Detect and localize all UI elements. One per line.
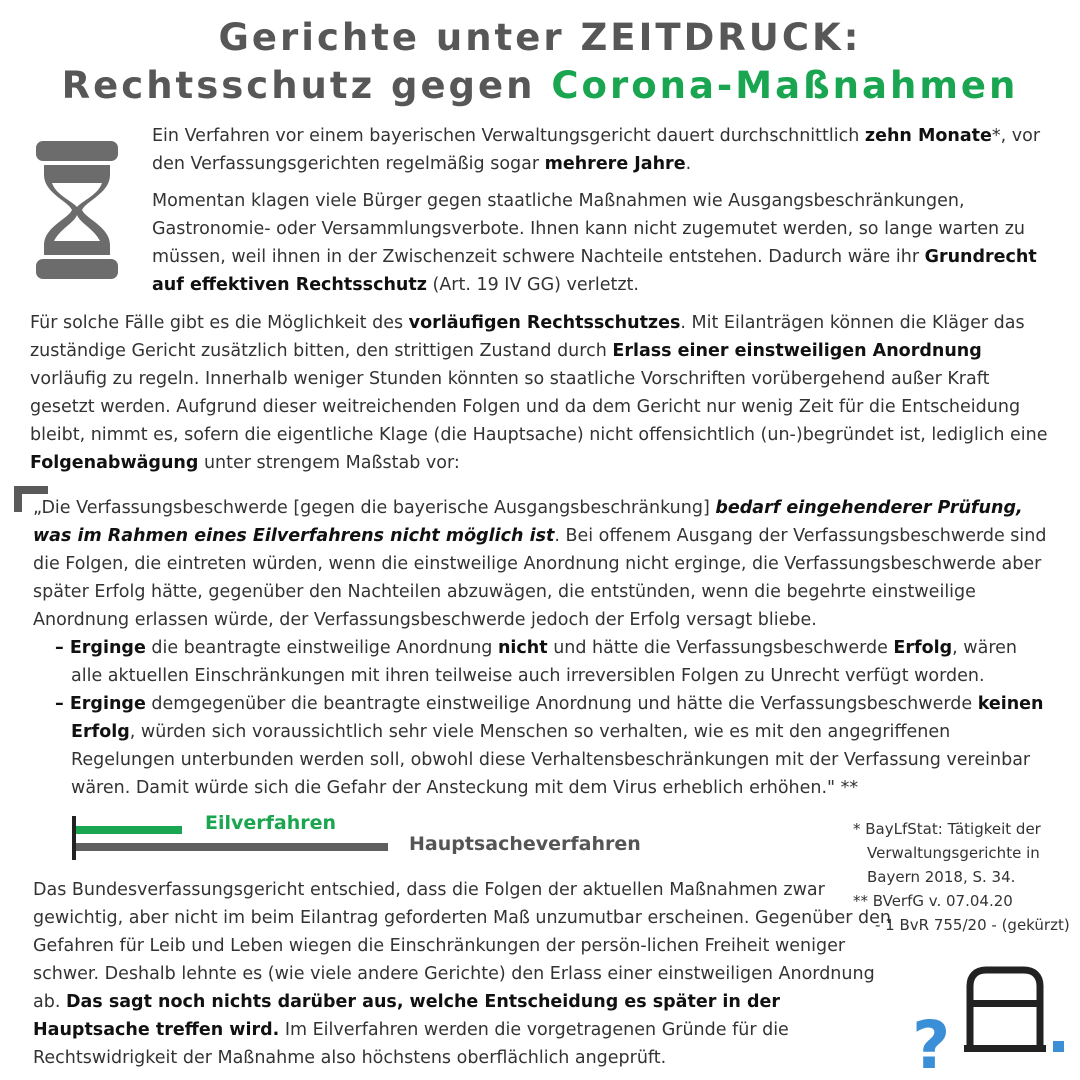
bullet-1-emph-nicht: nicht: [497, 638, 548, 658]
footnote-1-line-1: * BayLfStat: Tätigkeit der: [853, 820, 1041, 838]
bullet-2-dash: –: [55, 694, 70, 714]
footnote-2-line-2: - 1 BvR 755/20 - (gekürzt): [875, 916, 1070, 934]
main-text-e: vorläufig zu regeln. Innerhalb weniger Stunden könnten so staatliche Vorschriften vorübergehend außer Kraft gesetzt werden. Aufgrund dieser weitreichenden Folgen und da dem Gericht nur wenig Zeit für die Entscheidung bleibt, nimmt es, sofern die eigentliche Klage (die Hauptsache) nicht offensichtlich (un-)begründet ist, lediglich eine: [30, 369, 1048, 445]
intro-paragraph-1: [152, 122, 1057, 178]
intro-p1-text-e: .: [685, 154, 692, 174]
bullet-1-text-b: die beantragte einstweilige Anordnung: [145, 638, 498, 658]
quote-text-a: „Die Verfassungsbeschwerde [gegen die bayerische Ausgangsbeschränkung]: [33, 498, 716, 518]
footnote-1-line-3: Bayern 2018, S. 34.: [867, 868, 1016, 886]
main-text-a: Für solche Fälle gibt es die Möglichkeit des: [30, 313, 409, 333]
intro-paragraph-2: [152, 187, 1057, 299]
footnote-2-line-1: ** BVerfG v. 07.04.20: [853, 892, 1013, 910]
bullet-2-emph-keinen-erfolg: keinen Erfolg: [71, 694, 1044, 742]
bullet-1-dash: –: [55, 638, 70, 658]
eil-label: Eilverfahren: [205, 812, 337, 834]
quote-paragraph: [33, 494, 1053, 634]
title-highlight: Corona-Maßnahmen: [551, 64, 1019, 107]
conclusion-text-a: Das Bundesverfassungsgericht entschied, dass die Folgen der aktuellen Maßnahmen zwar gewichtig, aber nicht im beim Eilantrag geforderten Maß unzumutbar erscheinen. Gegenüber den Gefahren für Leib und Leben wiegen die Einschränkungen der persön-lichen Freiheit weniger schwer. Deshalb lehnte es (wie viele andere Gerichte) den Erlass einer einstweiligen Anordnung ab.: [33, 880, 891, 1012]
quote-bullet-1: [45, 634, 1053, 690]
title-line-2-prefix: Rechtsschutz gegen: [61, 64, 552, 107]
eil-bar: [76, 826, 182, 834]
court-quote: [33, 494, 1053, 802]
title-line-1: Gerichte unter ZEITDRUCK:: [218, 16, 862, 59]
bullet-1-emph-erginge: Erginge: [69, 638, 146, 658]
main-emph-provisional: vorläufigen Rechtsschutzes: [408, 313, 681, 333]
bullet-2-text-d: , würden sich voraussichtlich sehr viele Menschen so verhalten, wie es mit den angegriffenen Regelungen unterbunden werden soll, obwohl diese Verhaltensbeschränkungen mit der Verfassung vereinbar wären. Damit würde sich die Gefahr der Ansteckung mit dem Virus erheblich erhöhen." **: [71, 722, 1031, 798]
intro-p2-text-a: Momentan klagen viele Bürger gegen staatliche Maßnahmen wie Ausgangsbeschränkungen, Gastronomie- oder Versammlungsverbote. Ihnen kann nicht zugemutet werden, so lange warten zu müssen, weil ihnen in der Zwischenzeit schwere Nachteile entstehen. Dadurch wäre ihr: [152, 191, 1025, 267]
bullet-2-emph-erginge: Erginge: [69, 694, 146, 714]
hourglass-icon: [36, 141, 118, 279]
haupt-label: Hauptsacheverfahren: [409, 833, 641, 855]
conclusion-paragraph: [33, 876, 893, 1072]
intro-p2-emph-right: Grundrecht auf effektiven Rechtsschutz: [152, 247, 1037, 295]
intro-p1-text-a: Ein Verfahren vor einem bayerischen Verwaltungsgericht dauert durchschnittlich: [152, 126, 865, 146]
bullet-1-text-d: und hätte die Verfassungsbeschwerde: [547, 638, 894, 658]
intro-p1-emph-duration: zehn Monate: [864, 126, 992, 146]
footnote-1-line-2: Verwaltungsgerichte in: [867, 844, 1040, 862]
bullet-1-text-f: , wären alle aktuellen Einschränkungen mit ihren teilweise auch irreversiblen Folgen zu Unrecht verfügt worden.: [71, 638, 1018, 686]
intro-p1-emph-years: mehrere Jahre: [544, 154, 686, 174]
main-emph-weighing: Folgenabwägung: [30, 453, 199, 473]
bullet-1-emph-erfolg: Erfolg: [893, 638, 953, 658]
page-title: [0, 14, 1080, 110]
intro-p1-text-c: *, vor den Verfassungsgerichten regelmäßig sogar: [152, 126, 1041, 174]
main-emph-injunction: Erlass einer einstweiligen Anordnung: [612, 341, 982, 361]
quote-bullet-2: [45, 690, 1053, 802]
main-paragraph: [30, 309, 1055, 477]
intro-p2-text-c: (Art. 19 IV GG) verletzt.: [426, 275, 639, 295]
timeline-axis: [72, 816, 76, 860]
brand-logo-icon: [912, 964, 1068, 1074]
procedure-duration-graphic: [72, 812, 672, 872]
footnotes: [853, 817, 1070, 937]
haupt-bar: [76, 843, 388, 851]
svg-text:?: ?: [912, 1007, 951, 1074]
conclusion-text-c: Im Eilverfahren werden die vorgetragenen Gründe für die Rechtswidrigkeit der Maßnahme also höchstens oberflächlich angeprüft.: [33, 1020, 789, 1068]
conclusion-emph-hauptsache: Das sagt noch nichts darüber aus, welche Entscheidung es später in der Hauptsache treffen wird.: [33, 992, 781, 1040]
bullet-2-text-b: demgegenüber die beantragte einstweilige Anordnung und hätte die Verfassungsbeschwerde: [145, 694, 978, 714]
main-text-g: unter strengem Maßstab vor:: [198, 453, 460, 473]
title-line-2: [0, 62, 1080, 110]
quote-emph-examination: bedarf eingehenderer Prüfung, was im Rahmen eines Eilverfahrens nicht möglich ist: [33, 498, 1023, 546]
quote-text-c: . Bei offenem Ausgang der Verfassungsbeschwerde sind die Folgen, die eintreten würden, wenn die einstweilige Anordnung nicht erginge, die Verfassungsbeschwerde aber später Erfolg hätte, gegenüber den Nachteilen abzuwägen, die entstünden, wenn die begehrte einstweilige Anordnung erlassen würde, der Verfassungsbeschwerde jedoch der Erfolg versagt bliebe.: [33, 526, 1047, 630]
main-text-c: . Mit Eilanträgen können die Kläger das zuständige Gericht zusätzlich bitten, den strittigen Zustand durch: [30, 313, 1025, 361]
